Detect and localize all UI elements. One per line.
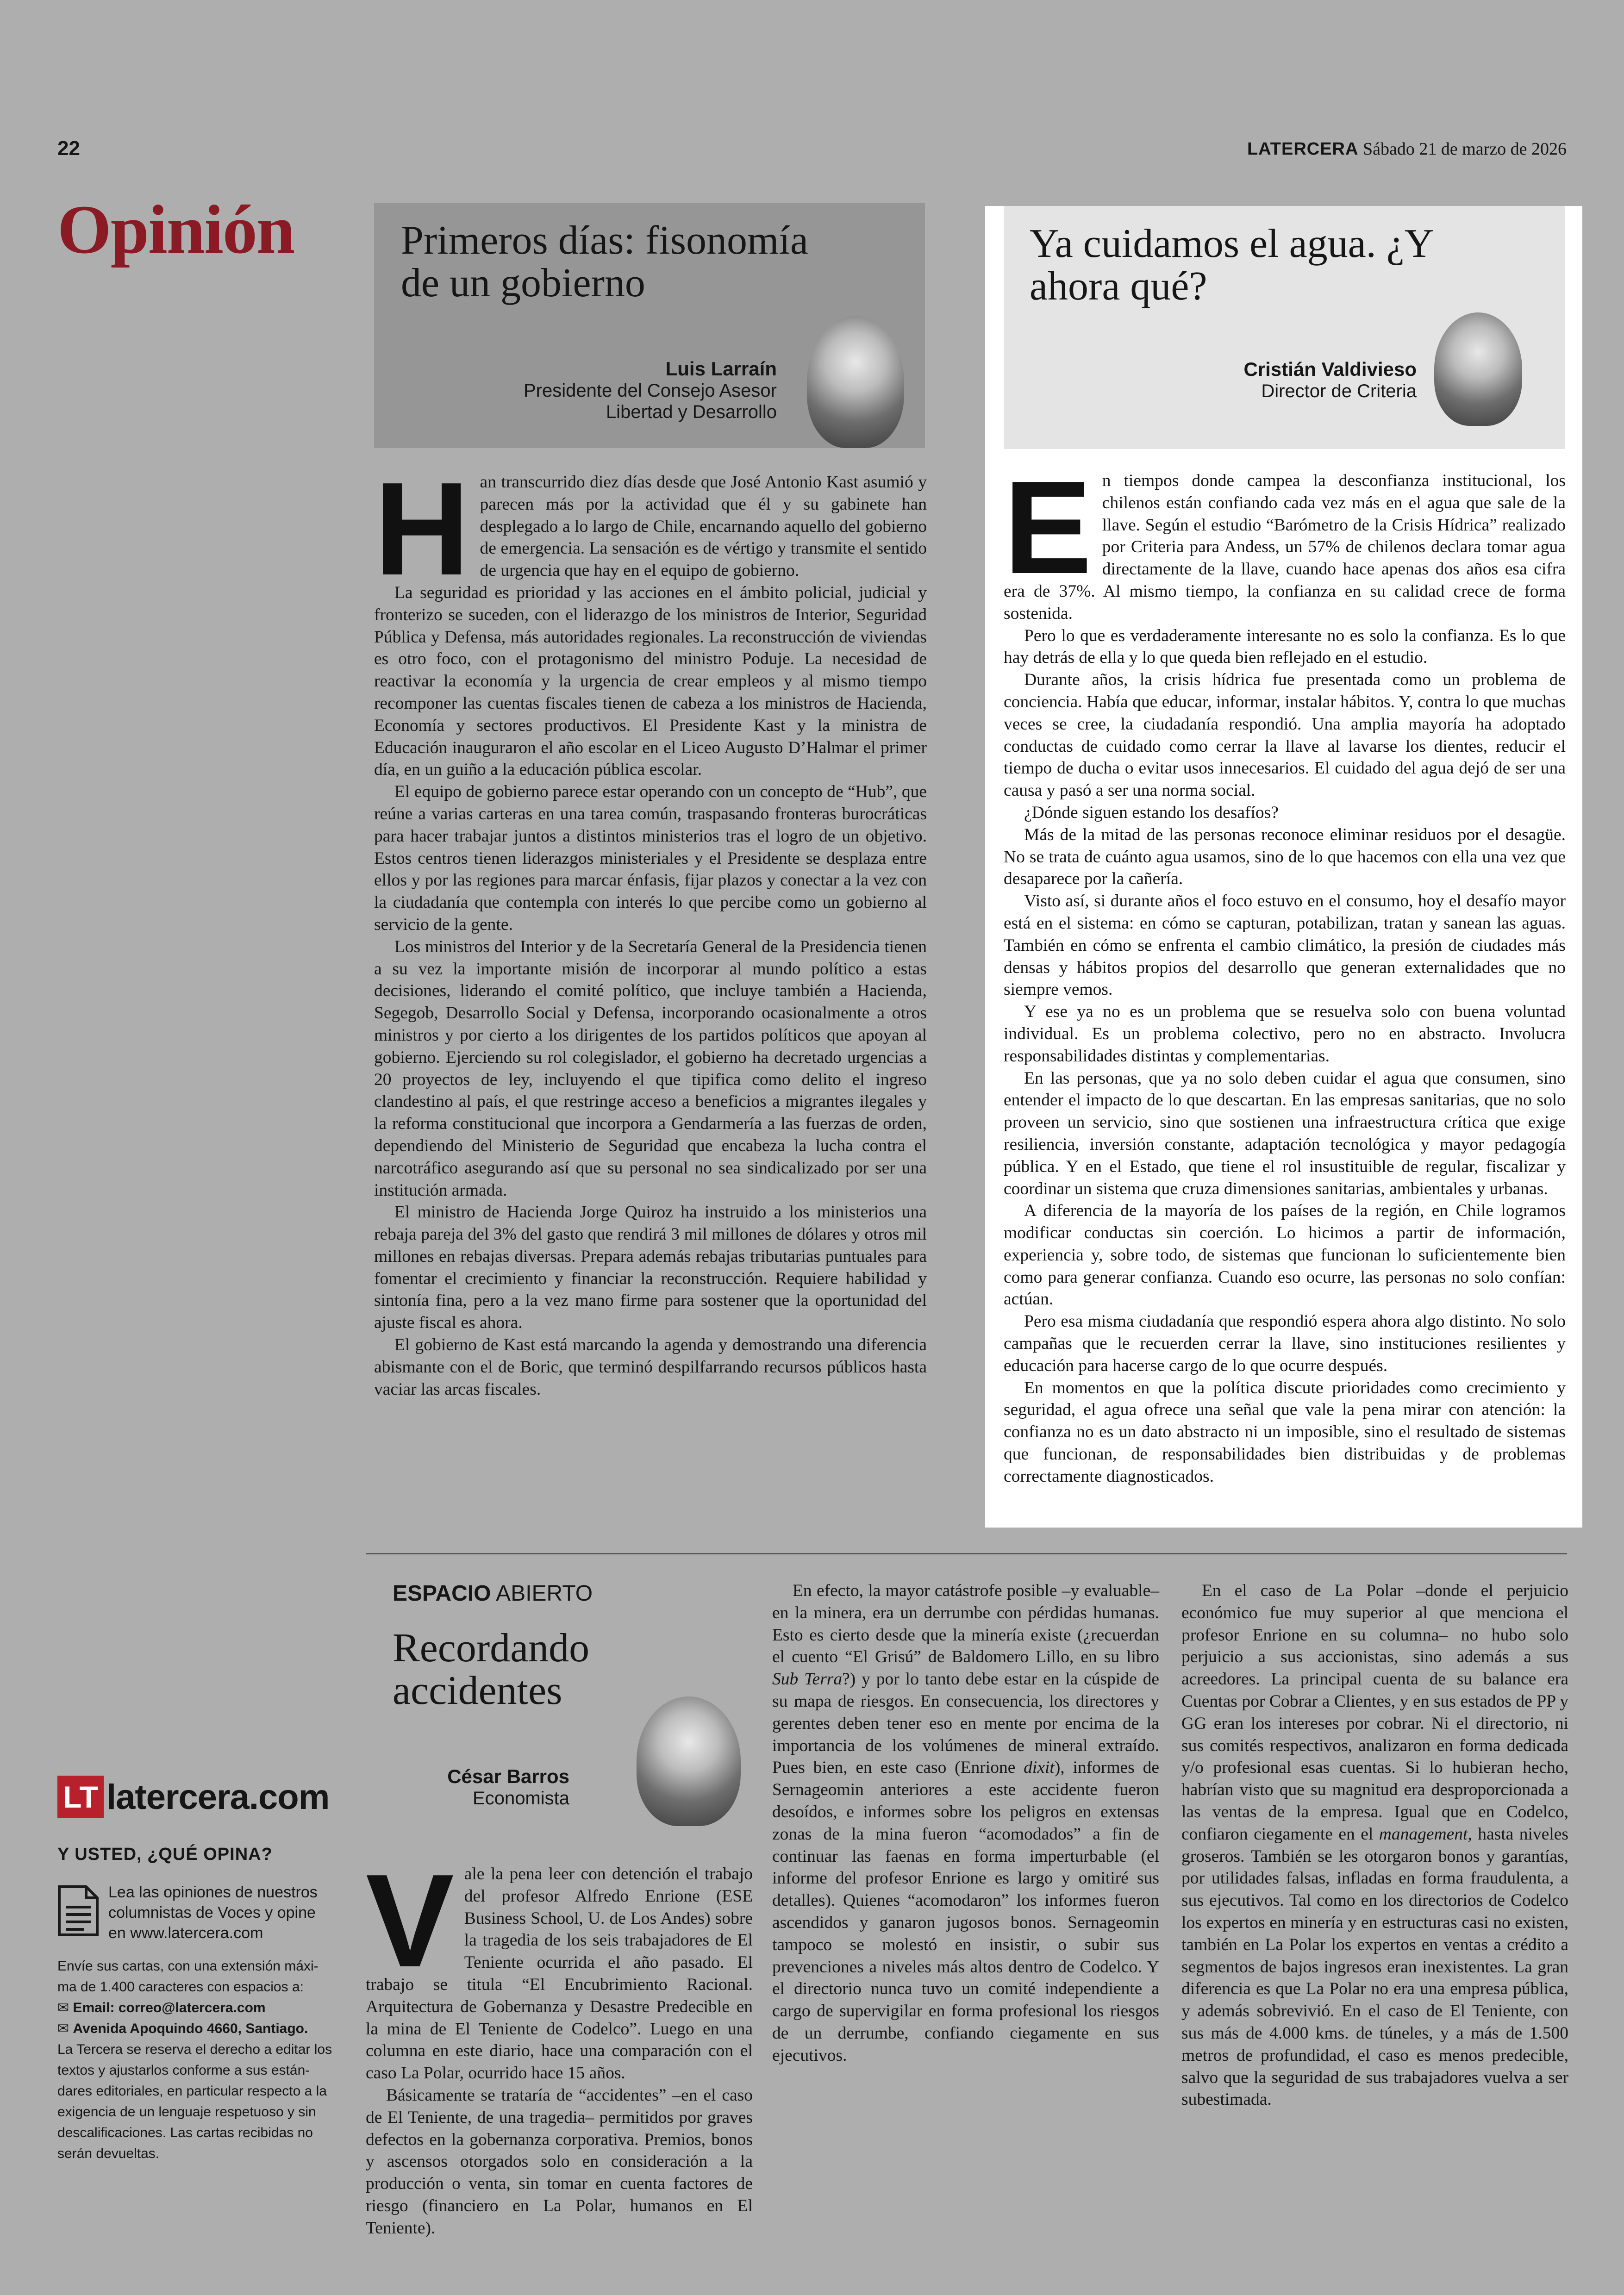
- author-portrait: [807, 316, 904, 448]
- espacio-abierto-label: [393, 1581, 593, 1606]
- contact-line: ma de 1.400 caracteres con espacios a:: [57, 1979, 304, 1995]
- espacio-body-part-2: [772, 1580, 1159, 2270]
- paragraph: En el caso de La Polar –donde el perjuicio económico fue muy superior al que menciona el profesor Enrione en su columna– no hubo solo perjuicio a sus accionistas, sino además a sus acreedores. La principal cuenta de su balance era Cuentas por Cobrar a Clientes, y en sus estados de PP y GG eran los intereses por cobrar. Ni el directorio, ni sus comités respectivos, analizaron en forma dedicada y/o profesional esas cuentas. Si lo hubieran hecho, habrían visto que su magnitud era desproporcionada a las ventas de la empresa. Igual que en Codelco, confiaron ciegamente en el management, hasta niveles groseros. También se les otorgaron bonos y garantías, por utilidades falsas, infladas en forma fraudulenta, a sus ejecutivos. Tal como en los directorios de Codelco los expertos en minería y en estructuras casi no existen, también en La Polar los expertos en ventas a crédito a segmentos de bajos ingresos eran inexistentes. La gran diferencia es que La Polar no era una empresa pública, y además sobrevivió. En el caso de El Teniente, con sus más de 4.000 kms. de túneles, y a más de 1.500 metros de profundidad, el caso es menos predecible, salvo que la seguridad de sus trabajadores vuelva a ser subestimada.: [1181, 1581, 1568, 2109]
- author-block: [1093, 359, 1417, 402]
- sidebar-blurb: [108, 1882, 318, 1943]
- lt-logo-text: latercera.com: [106, 1777, 330, 1817]
- paragraph: El gobierno de Kast está marcando la agenda y demostrando una diferencia abismante con el de Boric, que terminó despilfarrando recursos públicos hasta vaciar las arcas fiscales.: [374, 1335, 927, 1399]
- mail-icon: ✉: [57, 2000, 73, 2015]
- legal-line: La Tercera se reserva el derecho a editar los: [57, 2042, 332, 2057]
- contact-email[interactable]: ✉ Email: correo@latercera.com: [57, 2000, 266, 2015]
- document-icon: [57, 1885, 99, 1937]
- column-header-larrain: [374, 203, 925, 448]
- column-title-line-2: ahora qué?: [1030, 264, 1207, 309]
- column-title-line-2: de un gobierno: [401, 261, 645, 306]
- column-title-line-1: Ya cuidamos el agua. ¿Y: [1030, 221, 1434, 266]
- paragraph: Y ese ya no es un problema que se resuelva solo con buena voluntad individual. Es un problema colectivo, pero no en abstracto. Involucra responsabilidades distintas y complementarias.: [1004, 1002, 1566, 1066]
- author-portrait: [1434, 312, 1522, 426]
- column-title: [1030, 223, 1539, 308]
- column-header-valdivieso: [1004, 206, 1565, 449]
- column-body-larrain: [374, 455, 927, 1503]
- section-title: Opinión: [57, 191, 294, 268]
- paragraph: El equipo de gobierno parece estar operando con un concepto de “Hub”, que reúne a varias carteras en una tarea común, traspasando fronteras burocráticas para hacer trabajar juntos a distintos ministerios tras el logro de un objetivo. Estos centros tienen liderazgos ministeriales y el Presidente se desplaza entre ellos y por las regiones para marcar énfasis, fijar plazos y conectar a la vez con la ciudadanía que contempla con interés lo que percibe como un gobierno al servicio de la gente.: [374, 782, 927, 934]
- postal-icon: ✉: [57, 2021, 73, 2036]
- paragraph: Más de la mitad de las personas reconoce eliminar residuos por el desagüe. No se trata de cuánto agua usamos, sino de lo que hacemos con ella una vez que desaparece por la cañería.: [1004, 825, 1566, 889]
- legal-line: descalificaciones. Las cartas recibidas no: [57, 2125, 313, 2140]
- paragraph: En efecto, la mayor catástrofe posible –y evaluable– en la minera, era un derrumbe con pérdidas humanas. Esto es cierto desde que la minería existe (¿recuerdan el cuento “El Grisú” de Baldomero Lillo, en su libro Sub Terra?) y por lo tanto debe estar en la cúspide de su mapa de riesgos. En consecuencia, los directores y gerentes deben tener eso en mente por encima de la importancia de los volúmenes de mineral extraído. Pues bien, en este caso (Enrione dixit), informes de Sernageomin anteriores a este accidente fueron desoídos, e informes sobre los peligros en extensas zonas de la mina fueron “acomodados” a fin de continuar las faenas en forma imperturbable (el informe del profesor Enrione es largo y omitiré sus detalles). Quienes “acomodaron” los informes fueron ascendidos y ganaron jugosos bonos. Sernageomin tampoco se molestó en insistir, o subir sus prevenciones a niveles más altos dentro de Codelco. Y el directorio nunca tuvo un comité independiente a cargo de supervigilar en forma profesional los riesgos de un derrumbe, confiando ciegamente en sus ejecutivos.: [772, 1581, 1160, 2065]
- page-number: 22: [57, 137, 80, 160]
- masthead: [1247, 139, 1567, 159]
- drop-cap: H: [374, 455, 470, 603]
- author-name: Luis Larraín: [665, 358, 777, 380]
- sidebar-heading: Y USTED, ¿QUÉ OPINA?: [57, 1845, 273, 1864]
- lt-logo-mark: LT: [57, 1776, 104, 1818]
- author-role-line-1: Presidente del Consejo Asesor: [524, 380, 777, 401]
- blurb-line: Lea las opiniones de nuestros: [108, 1883, 318, 1901]
- masthead-brand: LATERCERA: [1247, 139, 1359, 159]
- paragraph: En las personas, que ya no solo deben cuidar el agua que consumen, sino entender el impacto de lo que descartan. En las empresas sanitarias, que no solo proveen un servicio, sino que sostienen una infraestructura crítica que exige resiliencia, inversión constante, adaptación tecnológica y mayor pedagogía pública. Y en el Estado, que tiene el rol insustituible de regular, fiscalizar y coordinar un sistema que cruza dimensiones sanitarias, ambientales y urbanas.: [1004, 1068, 1566, 1198]
- contact-address: ✉ Avenida Apoquindo 4660, Santiago.: [57, 2021, 308, 2036]
- column-title-line-1: Primeros días: fisonomía: [401, 218, 808, 263]
- paragraph: Pero lo que es verdaderamente interesante no es solo la confianza. Es lo que hay detrás de ella y lo que queda bien reflejado en el estudio.: [1004, 626, 1566, 667]
- paragraph: A diferencia de la mayoría de los países de la región, en Chile logramos modificar conductas sin coerción. Lo hicimos a partir de información, experiencia y, sobre todo, de sistemas que funcionan lo suficientemente bien como para generar confianza. Cuando eso ocurre, las personas no solo confían: actúan.: [1004, 1201, 1566, 1309]
- paragraph: n tiempos donde campea la desconfianza institucional, los chilenos están confiando cada vez más en el agua que sale de la llave. Según el estudio “Barómetro de la Crisis Hídrica” realizado por Criteria para Andess, un 57% de chilenos declara tomar agua directamente de la llave, cuando hace apenas dos años esa cifra era de 37%. Al mismo tiempo, la confianza en su calidad crece de forma sostenida.: [1004, 471, 1566, 623]
- section-divider: [366, 1553, 1567, 1554]
- column-title: [401, 219, 901, 305]
- espacio-body-part-3: [1181, 1580, 1568, 2270]
- sidebar-contact: [57, 1956, 354, 2164]
- espacio-author-block: [403, 1766, 569, 1809]
- paragraph: Durante años, la crisis hídrica fue presentada como un problema de conciencia. Había que educar, informar, instalar hábitos. Y, contra lo que muchas veces se cree, la ciudadanía respondió. Una amplia mayoría ha adoptado conductas de cuidado como cerrar la llave al lavarse los dientes, reducir el tiempo de ducha o evitar usos innecesarios. El cuidado del agua dejó de ser una causa y pasó a ser una norma social.: [1004, 670, 1566, 800]
- author-name: César Barros: [447, 1765, 569, 1787]
- drop-cap: E: [1004, 453, 1092, 601]
- paragraph: Básicamente se trataría de “accidentes” –en el caso de El Teniente, de una tragedia– permitidos por graves defectos en la gobernanza corporativa. Premios, bonos y ascensos otorgados solo en consideración a la producción o venta, sin tomar en cuenta factores de riesgo (financiero en La Polar, humanos en El Teniente).: [366, 2085, 753, 2238]
- legal-line: serán devueltas.: [57, 2146, 160, 2161]
- latercera-logo[interactable]: [57, 1776, 329, 1818]
- espacio-body-part-1: [366, 1846, 753, 2270]
- paragraph: ale la pena leer con detención el trabajo del profesor Alfredo Enrione (ESE Business School, U. de Los Andes) sobre la tragedia de los seis trabajadores de El Teniente ocurrida el año pasado. El trabajo se titula “El Encubrimiento Racional. Arquitectura de Gobernanza y Desastre Predecible en la mina de El Teniente de Codelco”. Luego en una columna en este diario, hace una comparación con el caso La Polar, ocurrido hace 15 años.: [366, 1865, 753, 2083]
- espacio-title-line-1: Recordando: [393, 1626, 590, 1671]
- author-portrait: [637, 1696, 741, 1826]
- author-block: [453, 358, 777, 423]
- espacio-title: [393, 1627, 652, 1712]
- paragraph: El ministro de Hacienda Jorge Quiroz ha instruido a los ministerios una rebaja pareja del 3% del gasto que rendirá 3 mil millones de dólares y otros mil millones en rebajas diversas. Prepara además rebajas tributarias puntuales para fomentar el crecimiento y financiar la reconstrucción. Requiere habilidad y sintonía fina, pero a la vez mano firme para sostener que la oportunidad del ajuste fiscal es ahora.: [374, 1203, 927, 1333]
- espacio-title-line-2: accidentes: [393, 1668, 562, 1713]
- paragraph: La seguridad es prioridad y las acciones en el ámbito policial, judicial y fronterizo se suceden, con el liderazgo de los ministros de Interior, Seguridad Pública y Defensa, más autoridades regionales. La reconstrucción de viviendas es otro foco, con el protagonismo del ministro Poduje. La necesidad de reactivar la economía y la urgencia de crear empleos y al mismo tiempo recomponer las cuentas fiscales tienen de cabeza a los ministros de Hacienda, Economía y sectores productivos. El Presidente Kast y la ministra de Educación inauguraron el año escolar en el Liceo Augusto D’Halmar el primer día, en un guiño a la educación pública escolar.: [374, 583, 927, 780]
- author-role-line-1: Director de Criteria: [1261, 381, 1417, 401]
- espacio-label-bold: ESPACIO: [393, 1581, 491, 1606]
- paragraph: Visto así, si durante años el foco estuvo en el consumo, hoy el desafío mayor está en el sistema: en cómo se capturan, potabilizan, tratan y sanean las aguas. También en cómo se enfrenta el cambio climático, la presión de ciudades más densas y hábitos propios del desarrollo que generan externalidades que no siempre vemos.: [1004, 892, 1566, 999]
- legal-line: textos y ajustarlos conforme a sus están-: [57, 2063, 310, 2078]
- author-role: Economista: [473, 1788, 569, 1809]
- column-panel-valdivieso: [985, 206, 1582, 1528]
- column-body-valdivieso: [1004, 453, 1566, 1516]
- paragraph: En momentos en que la política discute prioridades como crecimiento y seguridad, el agua ofrece una señal que vale la pena mirar con atención: la confianza no es un dato abstracto ni un imposible, sino el resultado de sistemas que funcionan, de responsabilidades bien distribuidas y de problemas correctamente diagnosticados.: [1004, 1378, 1566, 1486]
- masthead-date: Sábado 21 de marzo de 2026: [1362, 139, 1567, 159]
- espacio-label-rest: ABIERTO: [496, 1581, 593, 1606]
- paragraph: Pero esa misma ciudadanía que respondió espera ahora algo distinto. No solo campañas que le recuerden cerrar la llave, sino instituciones resilientes y educación para hacerse cargo de lo que ocurre después.: [1004, 1312, 1566, 1375]
- paragraph: Los ministros del Interior y de la Secretaría General de la Presidencia tienen a su vez la importante misión de incorporar al mundo político a estas decisiones, liderando el comité político, que incluye también a Hacienda, Segegob, Desarrollo Social y Defensa, incorporando ocasionalmente a otros ministros y por cierto a los dirigentes de los partidos políticos que apoyan al gobierno. Ejerciendo su rol colegislador, el gobierno ha decretado urgencias a 20 proyectos de ley, incluyendo el que tipifica como delito el ingreso clandestino al país, el que restringe acceso a beneficios a migrantes ilegales y la reforma constitucional que incorpora a Gendarmería a las fuerzas de orden, dependiendo del Ministerio de Seguridad que encabeza la lucha contra el narcotráfico asegurando así que su personal no sea sindicalizado por ser una institución armada.: [374, 937, 927, 1200]
- paragraph: an transcurrido diez días desde que José Antonio Kast asumió y parecen más por la actividad que él y su gabinete han desplegado a lo largo de Chile, encarnando aquello del gobierno de emergencia. La sensación es de vértigo y transmite el sentido de urgencia que hay en el equipo de gobierno.: [480, 473, 927, 580]
- blurb-line: columnistas de Voces y opine: [108, 1904, 316, 1921]
- author-name: Cristián Valdivieso: [1243, 358, 1417, 380]
- blurb-line: en www.latercera.com: [108, 1924, 263, 1942]
- legal-line: dares editoriales, en particular respecto a la: [57, 2083, 327, 2099]
- paragraph: ¿Dónde siguen estando los desafíos?: [1024, 803, 1279, 822]
- legal-line: exigencia de un lenguaje respetuoso y sin: [57, 2104, 316, 2120]
- drop-cap: V: [366, 1846, 454, 1995]
- contact-line: Envíe sus cartas, con una extensión máxi-: [57, 1958, 319, 1974]
- author-role-line-2: Libertad y Desarrollo: [606, 402, 777, 422]
